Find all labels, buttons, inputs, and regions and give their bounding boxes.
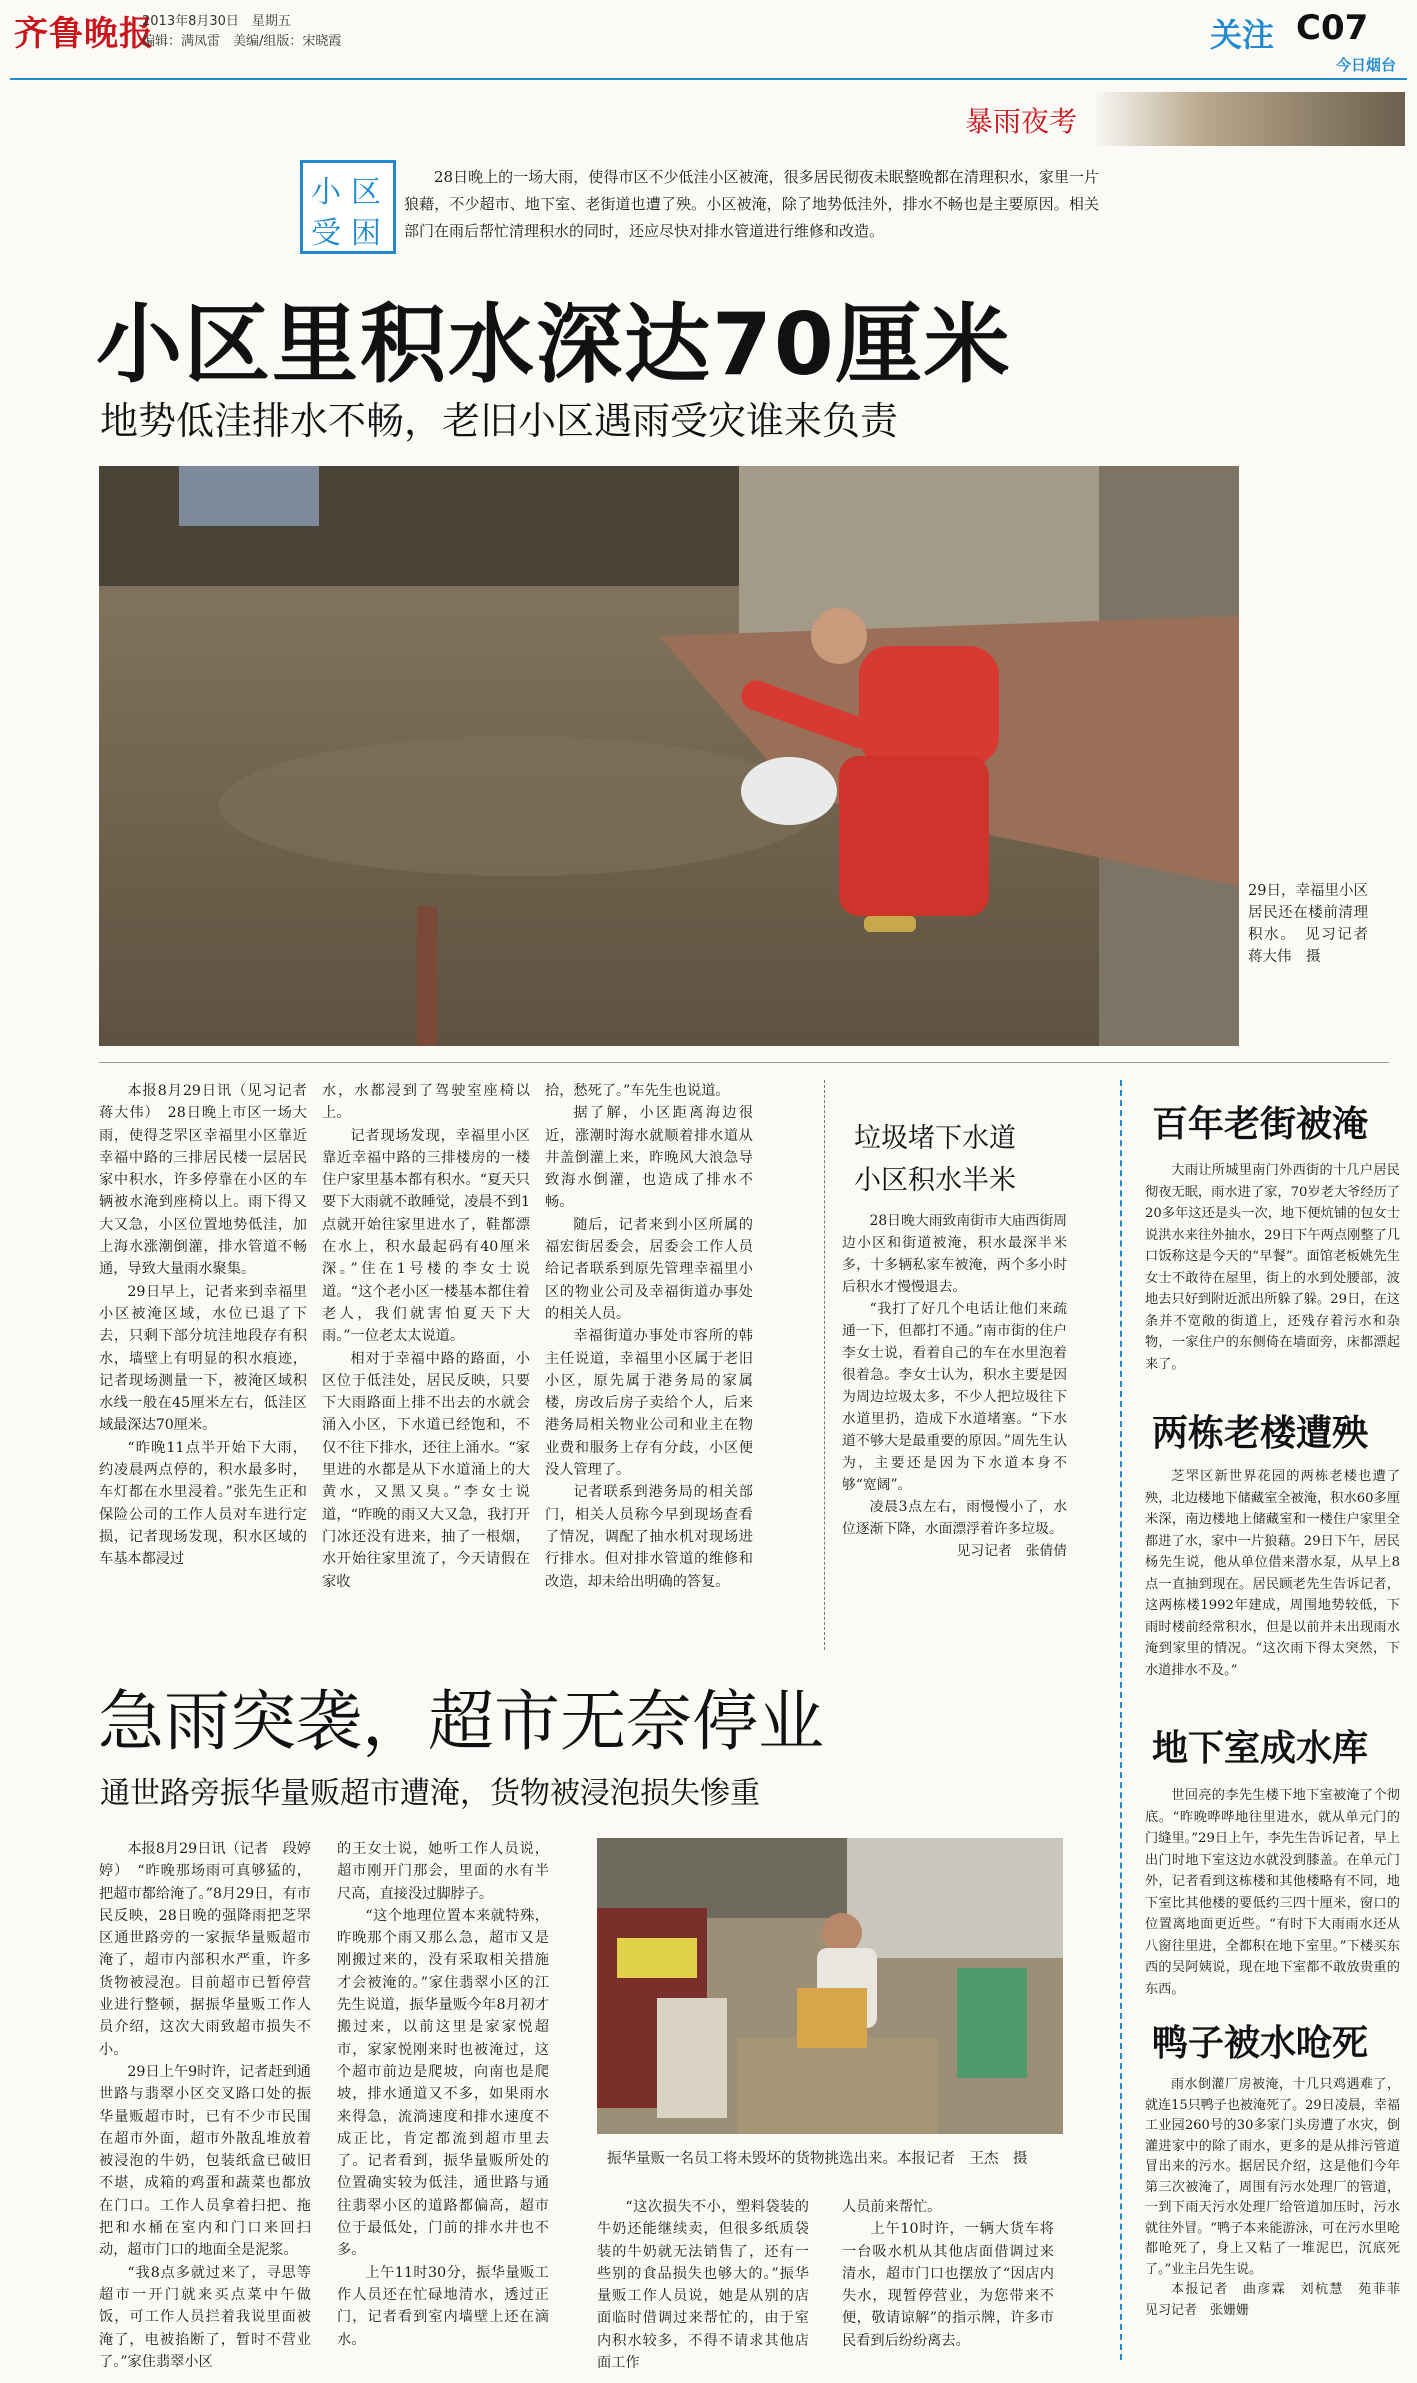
paragraph: 上午10时许，一辆大货车将一台吸水机从其他店面借调过来清水，超市门口也摆放了“因店内失水，现暂停营业，为您带来不便，敬请谅解”的指示牌，许多市民看到后纷纷离去。 [842,2221,1054,2349]
sidebar-headline-2: 两栋老楼遭殃 [1152,1413,1369,1454]
story-mid-headline-2: 小区积水半米 [854,1165,1016,1196]
story2-column-3 [597,2196,809,2374]
paragraph: 29日上午9时许，记者赶到通世路与翡翠小区交叉路口处的振华量贩超市时，已有不少市民围在超市外面，超市外散乱堆放着被浸泡的牛奶，包装纸盒已破旧不堪，成箱的鸡蛋和蔬菜也都放在门口。工作人员拿着扫把、拖把和水桶在室内和门口来回扫动，超市门口的地面全是泥浆。 [99,2063,311,2259]
section-badge [300,160,396,254]
topic-label: 暴雨夜考 [965,105,1078,138]
masthead-logo: 齐鲁晚报 [14,14,154,54]
masthead-date: 2013年8月30日 星期五 [142,14,291,29]
story1-column-2 [322,1080,530,1593]
byline: 见习记者 张倩倩 [956,1543,1067,1559]
intro-text: 28日晚上的一场大雨，使得市区不少低洼小区被淹，很多居民彻夜未眠整晚都在清理积水，家里一片狼藉，不少超市、地下室、老街道也遭了殃。小区被淹，除了地势低洼外，排水不畅也是主要原因。相关部门在雨后帮忙清理积水的同时，还应尽快对排水管道进行维修和改造。 [404,168,1099,240]
story2-photo [597,1838,1063,2134]
story1-column-1 [99,1080,322,1571]
supermarket-photo-image [597,1838,1063,2134]
paragraph: “我8点多就过来了，寻思等超市一开门就来买点菜中午做饭，可工作人员拦着我说里面被淹了，电被掐断了，暂时不营业了。”家住翡翠小区 [99,2264,311,2370]
paragraph: 记者现场发现，幸福里小区靠近幸福中路的三排楼房的一楼住户家里基本都有积水。“夏天只要下大雨就不敢睡觉，凌晨不到1点就开始往家里进水了，鞋都漂在水上，积水最起码有40厘米深。”住在1号楼的李女士说道。“这个老小区一楼基本都住着老人，我们就害怕夏天下大雨。”一位老太太说道。 [322,1127,530,1345]
paragraph: 记者联系到港务局的相关部门，相关人员称今早到现场查看了情况，调配了抽水机对现场进行排水。但对排水管道的维修和改造，却未给出明确的答复。 [545,1484,753,1590]
flooded-courtyard-image [99,466,1239,1046]
paragraph: “这个地理位置本来就特殊，昨晚那个雨又那么急，超市又是刚搬过来的，没有采取相关措施才会被淹的。”家住翡翠小区的江先生说道，振华量贩今年8月初才搬过来，以前这里是家家悦超市，家家悦刚来时也被淹过，这个超市前边是爬坡，向南也是爬坡，排水通道又不多，如果雨水来得急，流淌速度和排水速度不成正比，肯定都流到超市里去了。记者看到，振华量贩所处的位置确实较为低洼，通世路与通往翡翠小区的道路都偏高，超市位于最低处，门前的排水井也不多。 [337,1907,549,2259]
sidebar-headline-1: 百年老街被淹 [1152,1104,1369,1145]
story2-photo-caption [607,2148,1067,2170]
paragraph: 芝罘区新世界花园的两栋老楼也遭了殃，北边楼地下储藏室全被淹，积水60多厘米深，南边楼地上储藏室和一楼住户家里全都进了水，家中一片狼藉。29日下午，居民杨先生说，他从单位借来潜水泵，从早上8点一直抽到现在。居民顾老先生告诉记者，这两栋楼1992年建成，周围地势较低，下雨时楼前经常积水，但是以前并未出现雨水淹到家里的情况。“这次雨下得太突然，下水道排水不及。” [1145,1469,1400,1678]
paragraph: “我打了好几个电话让他们来疏通一下，但都打不通。”南市街的住户李女士说，看着自己的车在水里泡着很着急。李女士认为，积水主要是因为周边垃圾太多，不少人把垃圾往下水道里扔，造成下水道堵塞。“下水道不够大是最重要的原因。”周先生认为，主要还是因为下水道本身不够“宽阔”。 [842,1301,1067,1493]
page-number: C07 [1296,8,1369,48]
story-mid-headline-1: 垃圾堵下水道 [854,1123,1016,1154]
story-mid-body [842,1210,1067,1562]
paragraph: 世回亮的李先生楼下地下室被淹了个彻底。“昨晚哗哗地往里进水，就从单元门的门缝里。”29日上午，李先生告诉记者，早上出门时地下室这边水就没到膝盖。在单元门外，记者看到这栋楼和其他楼略有不同，地下室比其他楼的要低约三四十厘米，窗口的位置离地面更近些。“有时下大雨雨水还从八窗往里进，全都积在地下室里。”下楼买东西的吴阿姨说，现在地下室都不敢放贵重的东西。 [1145,1788,1400,1997]
paragraph: 本报8月29日讯（记者 段婷婷） “昨晚那场雨可真够猛的，把超市都给淹了。”8月29日，有市民反映，28日晚的强降雨把芝罘区通世路旁的一家振华量贩超市淹了，超市内部积水严重，许多货物被浸泡。目前超市已暂停营业进行整顿，据振华量贩工作人员介绍，这次大雨致超市损失不小。 [99,1841,311,2058]
paragraph: 拾，愁死了。”车先生也说道。 [545,1083,730,1099]
paragraph: 29日早上，记者来到幸福里小区被淹区域，水位已退了下去，只剩下部分坑洼地段存有积水，墙壁上有明显的积水痕迹，记者现场测量一下，被淹区域积水线一般在45厘米左右，低洼区域最深达70厘米。 [99,1283,307,1434]
paragraph: 的王女士说，她听工作人员说，超市刚开门那会，里面的水有半尺高，直接没过脚脖子。 [337,1841,549,1902]
story1-photo-caption-text: 29日，幸福里小区居民还在楼前清理积水。 见习记者 蒋大伟 摄 [1248,883,1383,965]
sidebar-headline-4: 鸭子被水呛死 [1152,2023,1369,2064]
badge-char: 受 [311,216,341,251]
sidebar-body-4 [1145,2075,1414,2321]
masthead-editors: 编辑：满凤雷 美编/组版：宋晓霞 [142,34,342,49]
story2-subheadline: 通世路旁振华量贩超市遭淹，货物被浸泡损失惨重 [100,1776,760,1811]
paragraph: 大雨让所城里南门外西街的十几户居民彻夜无眠，雨水进了家，70岁老大爷经历了20多年这还是头一次，地下便炕铺的包女士说洪水来往外抽水，29日下午两点刚整了几口饭称这是今天的“早餐”。面馆老板姚先生女士不敢待在屋里，街上的水到处腰部，波地去只好到附近派出所躲了躲。29日，在这条并不宽敞的街道上，还残存着污水和杂物，一家住户的东侧倚在墙面旁，床都漂起来了。 [1145,1163,1400,1372]
sidebar-body-2 [1145,1466,1400,1681]
sidebar-headline-3: 地下室成水库 [1152,1728,1369,1769]
badge-char: 困 [351,216,381,251]
paragraph: 雨水倒灌厂房被淹，十几只鸡遇难了，就连15只鸭子也被淹死了。29日凌晨，幸福工业园260号的30多家门头房遭了水灾，倒灌进家中的除了雨水，更多的是从排污管道冒出来的污水。据居民介绍，这是他们今年第三次被淹了，周围有污水处理厂的管道，一到下雨天污水处理厂给管道加压时，污水就往外冒。“鸭子本来能游泳，可在污水里呛都呛死了，身上又粘了一堆泥巴，沉底死了。”业主吕先生说。 [1145,2077,1400,2277]
paragraph: 幸福街道办事处市容所的韩主任说道，幸福里小区属于老旧小区，原先属于港务局的家属楼，房改后房子卖给个人，后来港务局相关物业公司和业主在物业费和服务上存有分歧，小区便没人管理了。 [545,1328,753,1479]
story1-subheadline: 地势低洼排水不畅，老旧小区遇雨受灾谁来负责 [100,399,899,443]
story2-column-1 [99,1838,311,2373]
badge-char: 小 [311,175,341,210]
paragraph: 28日晚大雨致南街市大庙西街周边小区和街道被淹，积水最深半米多，十多辆私家车被淹，两个多小时后积水才慢慢退去。 [842,1213,1067,1295]
story1-headline: 小区里积水深达70厘米 [96,295,1012,395]
section-label: 关注 [1210,16,1275,54]
byline: 本报记者 曲彦霖 刘杭慧 苑菲菲 见习记者 张姗姗 [1145,2282,1414,2318]
story2-headline: 急雨突袭，超市无奈停业 [98,1683,824,1760]
column-divider [824,1080,825,1650]
divider [99,1062,1389,1063]
intro-paragraph [404,164,1099,245]
paragraph: “昨晚11点半开始下大雨，约凌晨两点停的，积水最多时，车灯都在水里浸着。”张先生正和保险公司的工作人员对车进行定损，记者现场发现，积水区域的车基本都浸过 [99,1439,307,1568]
sidebar-body-3 [1145,1785,1400,2000]
sidebar-divider [1120,1080,1122,2360]
story1-photo [99,466,1239,1046]
sidebar-body-1 [1145,1160,1400,1375]
story2-column-2 [337,1838,549,2351]
paragraph: 随后，记者来到小区所属的福宏街居委会，居委会工作人员给记者联系到原先管理幸福里小区的物业公司及幸福街道办事处的相关人员。 [545,1216,753,1322]
paragraph: “这次损失不小，塑料袋装的牛奶还能继续卖，但很多纸质袋装的牛奶就无法销售了，还有一些别的食品损失也够大的。”振华量贩工作人员说，她是从别的店面临时借调过来帮忙的，由于室内积水较多，不得不请求其他店面工作 [597,2199,809,2372]
story2-column-4 [842,2196,1054,2352]
paragraph: 凌晨3点左右，雨慢慢小了，水位逐渐下降，水面漂浮着许多垃圾。 [842,1499,1067,1537]
paragraph: 相对于幸福中路的路面，小区位于低洼处，居民反映，只要下大雨路面上排不出去的水就会涌入小区，下水道已经饱和，不仅不往下排水，还往上涌水。“家里进的水都是从下水道涌上的大黄水，又黑又臭。”李女士说道，“昨晚的雨又大又急，我打开门冰还没有进来，抽了一根烟，水开始往家里流了，今天请假在家收 [322,1350,530,1590]
paragraph: 据了解，小区距离海边很近，涨潮时海水就顺着排水道从井盖倒灌上来，昨晚风大浪急导致海水倒灌，也造成了排水不畅。 [545,1105,753,1211]
story1-column-3 [545,1080,753,1593]
masthead-rule [10,78,1407,80]
story2-photo-caption-text: 振华量贩一名员工将未毁坏的货物挑选出来。本报记者 王杰 摄 [607,2151,1028,2167]
story1-photo-caption [1248,880,1383,968]
badge-char: 区 [351,175,381,210]
paragraph: 水，水都浸到了驾驶室座椅以上。 [322,1083,530,1122]
paragraph: 人员前来帮忙。 [842,2199,942,2215]
subsection-label: 今日烟台 [1335,56,1396,74]
paragraph: 本报8月29日讯（见习记者 蒋大伟） 28日晚上市区一场大雨，使得芝罘区幸福里小区靠近幸福中路的三排居民楼一层居民家中积水，许多停靠在小区的车辆被水淹到座椅以上。雨下得又大又急，小区位置地势低洼，加上海水涨潮倒灌，排水管道不畅通，导致大量雨水聚集。 [99,1083,322,1278]
paragraph: 上午11时30分，振华量贩工作人员还在忙碌地清水，透过正门，记者看到室内墙壁上还在滴水。 [337,2264,549,2348]
